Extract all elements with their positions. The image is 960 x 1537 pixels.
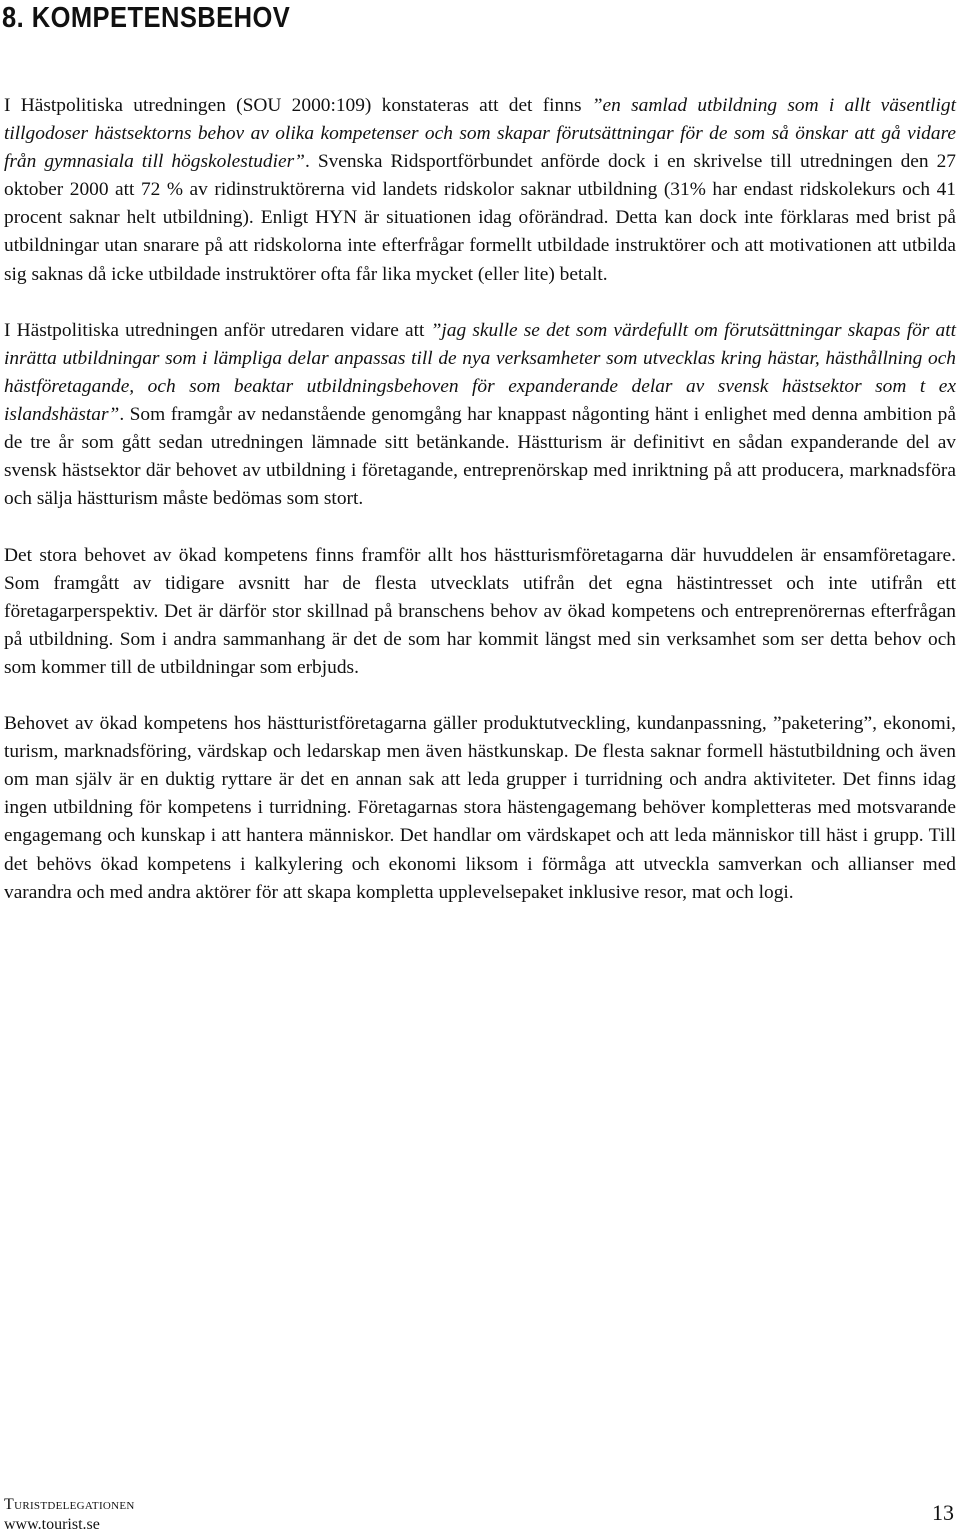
paragraph-1-intro: I Hästpolitiska utredningen (SOU 2000:109) konstateras att det finns xyxy=(4,95,592,116)
page-number: 13 xyxy=(932,1500,954,1525)
paragraph-3 xyxy=(4,542,956,682)
paragraph-2-quote: ”jag skulle se det som värdefullt om förutsättningar skapas för att inrätta utbildningar som i lämpliga delar anpassas till de nya verksamheter som utvecklas kring hästar, hästhållning och hästföretagande, och som beaktar utbildningsbehoven för expanderande delar av svensk hästsektor som t ex islandshästar” xyxy=(4,319,956,426)
paragraph-2-intro: I Hästpolitiska utredningen anför utredaren vidare att xyxy=(4,319,431,341)
section-heading: 8. KOMPETENSBEHOV xyxy=(2,2,291,34)
body-text xyxy=(4,92,956,935)
footer-url: www.tourist.se xyxy=(4,1516,100,1533)
paragraph-1-rest: . Svenska Ridsportförbundet anförde dock i en skrivelse till utredningen den 27 oktober 2000 att 72 % av ridinstruktörerna vid landets ridskolor saknar utbildning (31% har endast ridskolekurs och 41 procent saknar helt utbildning). Enligt HYN är situationen idag oförändrad. Detta kan dock inte förklaras med brist på utbildningar utan snarare på att ridskolorna inte efterfrågar formellt utbildade instruktörer och att motivationen att utbilda sig saknas då icke utbildade instruktörer ofta får lika mycket (eller lite) betalt. xyxy=(4,151,957,285)
paragraph-2 xyxy=(4,317,956,514)
footer xyxy=(4,1495,135,1535)
paragraph-2-rest: . Som framgår av nedanstående genomgång har knappast någonting hänt i enlighet med denna ambition på de tre år som gått sedan utredningen lämnade sitt betänkande. Hästturism är definitivt en sådan expanderande del av svensk hästsektor där behovet av utbildning i företagande, entreprenörskap med inriktning på att producera, marknadsföra och sälja hästturism måste bedömas som stort. xyxy=(4,404,956,510)
paragraph-4 xyxy=(4,710,956,907)
paragraph-1 xyxy=(4,92,956,289)
paragraph-3-text: Det stora behovet av ökad kompetens finns framför allt hos hästturismföretagarna där huvuddelen är ensamföretagare. Som framgått av tidigare avsnitt har de flesta utvecklats utifrån det egna hästintresset och inte utifrån ett företagarperspektiv. Det är därför stor skillnad på branschens behov av ökad kompetens och entreprenörernas efterfrågan på utbildning. Som i andra sammanhang är det de som har kommit längst med sin verksamhet som ser detta behov och som kommer till de utbildningar som erbjuds. xyxy=(4,544,956,678)
paragraph-1-quote: ”en samlad utbildning som i allt väsentligt tillgodoser hästsektorns behov av olika kompetenser och som skapar förutsättningar för de som så önskar att gå vidare från gymnasiala till högskolestudier” xyxy=(4,95,956,173)
paragraph-4-text: Behovet av ökad kompetens hos hästturistföretagarna gäller produktutveckling, kundanpassning, ”paketering”, ekonomi, turism, marknadsföring, värdskap och ledarskap men även hästkunskap. De flesta saknar formell hästutbildning och även om man själv är en duktig ryttare är det en annan sak att leda grupper i turridning och andra aktiviteter. Det finns idag ingen utbildning för kompetens i turridning. Företagarnas stora hästengagemang behöver kompletteras med motsvarande engagemang och kunskap i att hantera människor. Det handlar om värdskapet och att leda människor till häst i grupp. Till det behövs ökad kompetens i kalkylering och ekonomi liksom i förmåga att utveckla samverkan och allianser med varandra och med andra aktörer för att skapa kompletta upplevelsepaket inklusive resor, mat och logi. xyxy=(4,713,956,903)
footer-organization: Turistdelegationen xyxy=(4,1496,135,1513)
